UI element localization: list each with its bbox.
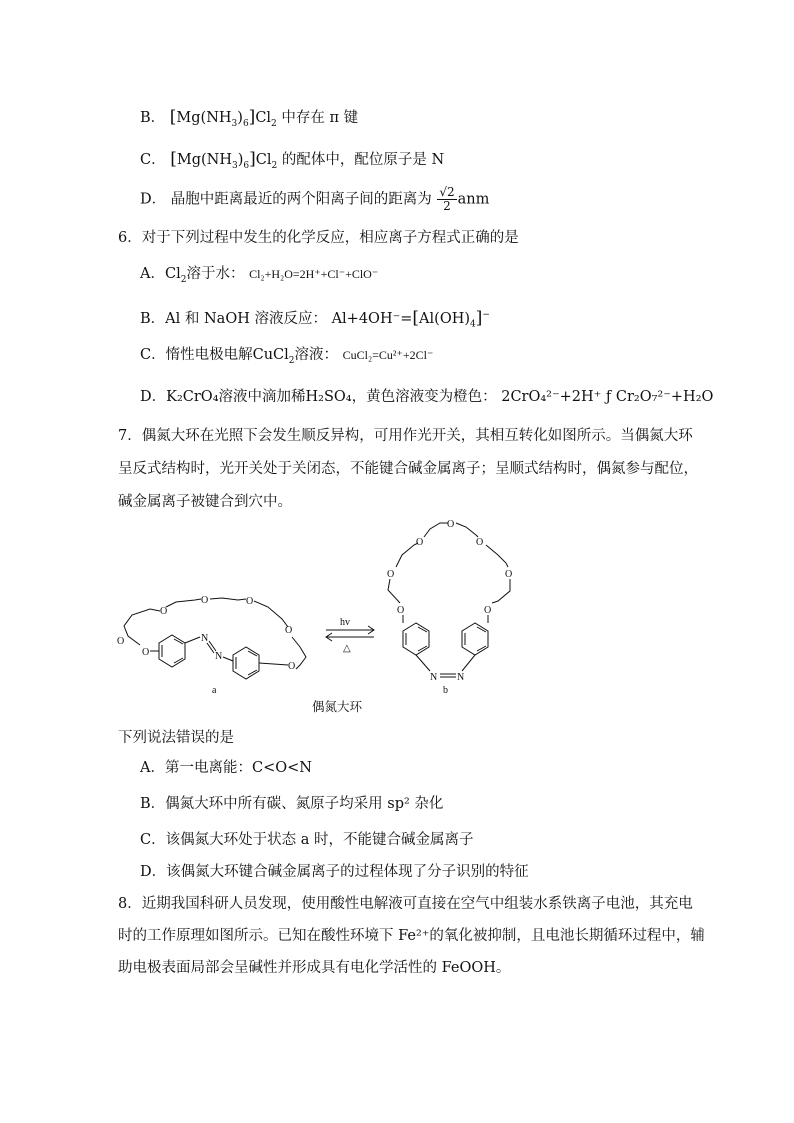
atom-label: O: [288, 661, 296, 672]
option-5d: D． 晶胞中距离最近的两个阳离子间的距离为 $\frac{√2}{2}$ anm: [140, 185, 490, 213]
benzene-ring: [462, 623, 488, 655]
arrow-label-heat: △: [343, 643, 351, 654]
option-7d: D．该偶氮大环键合碱金属离子的过程体现了分子识别的特征: [140, 864, 529, 880]
atom-label: N: [457, 672, 465, 683]
question-7-line-2: 呈反式结构时，光开关处于关闭态，不能键合碱金属离子；呈顺式结构时，偶氮参与配位，: [118, 461, 698, 477]
molecule-label-b: b: [443, 685, 448, 696]
atom-label: O: [246, 596, 254, 607]
atom-label: O: [285, 625, 293, 636]
atom-label: N: [215, 651, 223, 662]
option-6d: D．K₂CrO₄溶液中滴加稀H₂SO₄，黄色溶液变为橙色： 2CrO₄²⁻+2H⁺ ƒ Cr₂O₇²⁻+H₂O: [140, 389, 714, 405]
question-7-prompt: 下列说法错误的是: [118, 730, 234, 746]
option-6b: B．Al 和 NaOH 溶液反应： $Al+4OH^-=[Al(OH)_4]^-$: [140, 307, 490, 330]
equation: Cl₂+H₂O=2H⁺+Cl⁻+ClO⁻: [249, 267, 379, 281]
question-8-line-1: 8．近期我国科研人员发现，使用酸性电解液可直接在空气中组装水系铁离子电池，其充电: [118, 896, 693, 912]
question-8-line-3: 助电极表面局部会呈碱性并形成具有电化学活性的 FeOOH。: [118, 960, 511, 976]
arrow-label-light: hv: [340, 617, 350, 628]
atom-label: O: [484, 605, 492, 616]
option-7c: C．该偶氮大环处于状态 a 时，不能键合碱金属离子: [140, 832, 474, 848]
question-8-line-2: 时的工作原理如图所示。已知在酸性环境下 Fe²⁺的氧化被抑制，且电池长期循环过程中，辅: [118, 928, 705, 944]
atom-label: O: [397, 605, 405, 616]
question-7-line-3: 碱金属离子被键合到穴中。: [118, 494, 292, 510]
benzene-ring: [159, 635, 185, 667]
figure-caption: 偶氮大环: [312, 699, 363, 714]
option-7a: A．第一电离能：C<O<N: [140, 760, 312, 776]
atom-label: O: [160, 606, 168, 617]
atom-label: O: [387, 569, 395, 580]
azo-macrocycle-figure: [0, 515, 794, 715]
atom-label: O: [416, 537, 424, 548]
atom-label: O: [476, 537, 484, 548]
atom-label: N: [430, 672, 438, 683]
option-7b: B．偶氮大环中所有碳、氮原子均采用 sp² 杂化: [140, 796, 444, 812]
benzene-ring: [233, 647, 259, 679]
atom-label: O: [117, 636, 125, 647]
question-6-stem: 6．对于下列过程中发生的化学反应，相应离子方程式正确的是: [118, 230, 519, 246]
benzene-ring: [403, 623, 429, 655]
atom-label: O: [447, 519, 455, 530]
atom-label: O: [505, 569, 513, 580]
option-5b: B． $[Mg(NH_3)_6]Cl_2$ 中存在 π 键: [140, 107, 359, 129]
option-6c: C．惰性电极电解CuCl$_2$溶液： CuCl₂=Cu²⁺+2Cl⁻: [140, 347, 434, 366]
molecule-label-a: a: [212, 685, 217, 696]
equation: Al+4OH⁻=: [331, 310, 413, 327]
equation: 2CrO₄²⁻+2H⁺ ƒ Cr₂O₇²⁻+H₂O: [501, 389, 714, 405]
atom-label: N: [201, 633, 209, 644]
fraction: $\frac{√2}{2}$: [439, 185, 455, 213]
option-5c: C． $[Mg(NH_3)_6]Cl_2$ 的配体中，配位原子是 N: [140, 149, 445, 171]
complex-formula: Mg(NH: [176, 110, 232, 126]
atom-label: O: [201, 595, 209, 606]
equation: CuCl₂=Cu²⁺+2Cl⁻: [342, 348, 434, 362]
atom-label: O: [142, 647, 150, 658]
question-7-line-1: 7．偶氮大环在光照下会发生顺反异构，可用作光开关，其相互转化如图所示。当偶氮大环: [118, 428, 693, 444]
option-6a: A．$Cl_2$溶于水： Cl₂+H₂O=2H⁺+Cl⁻+ClO⁻: [140, 266, 379, 285]
complex-formula: Mg(NH: [176, 152, 232, 168]
